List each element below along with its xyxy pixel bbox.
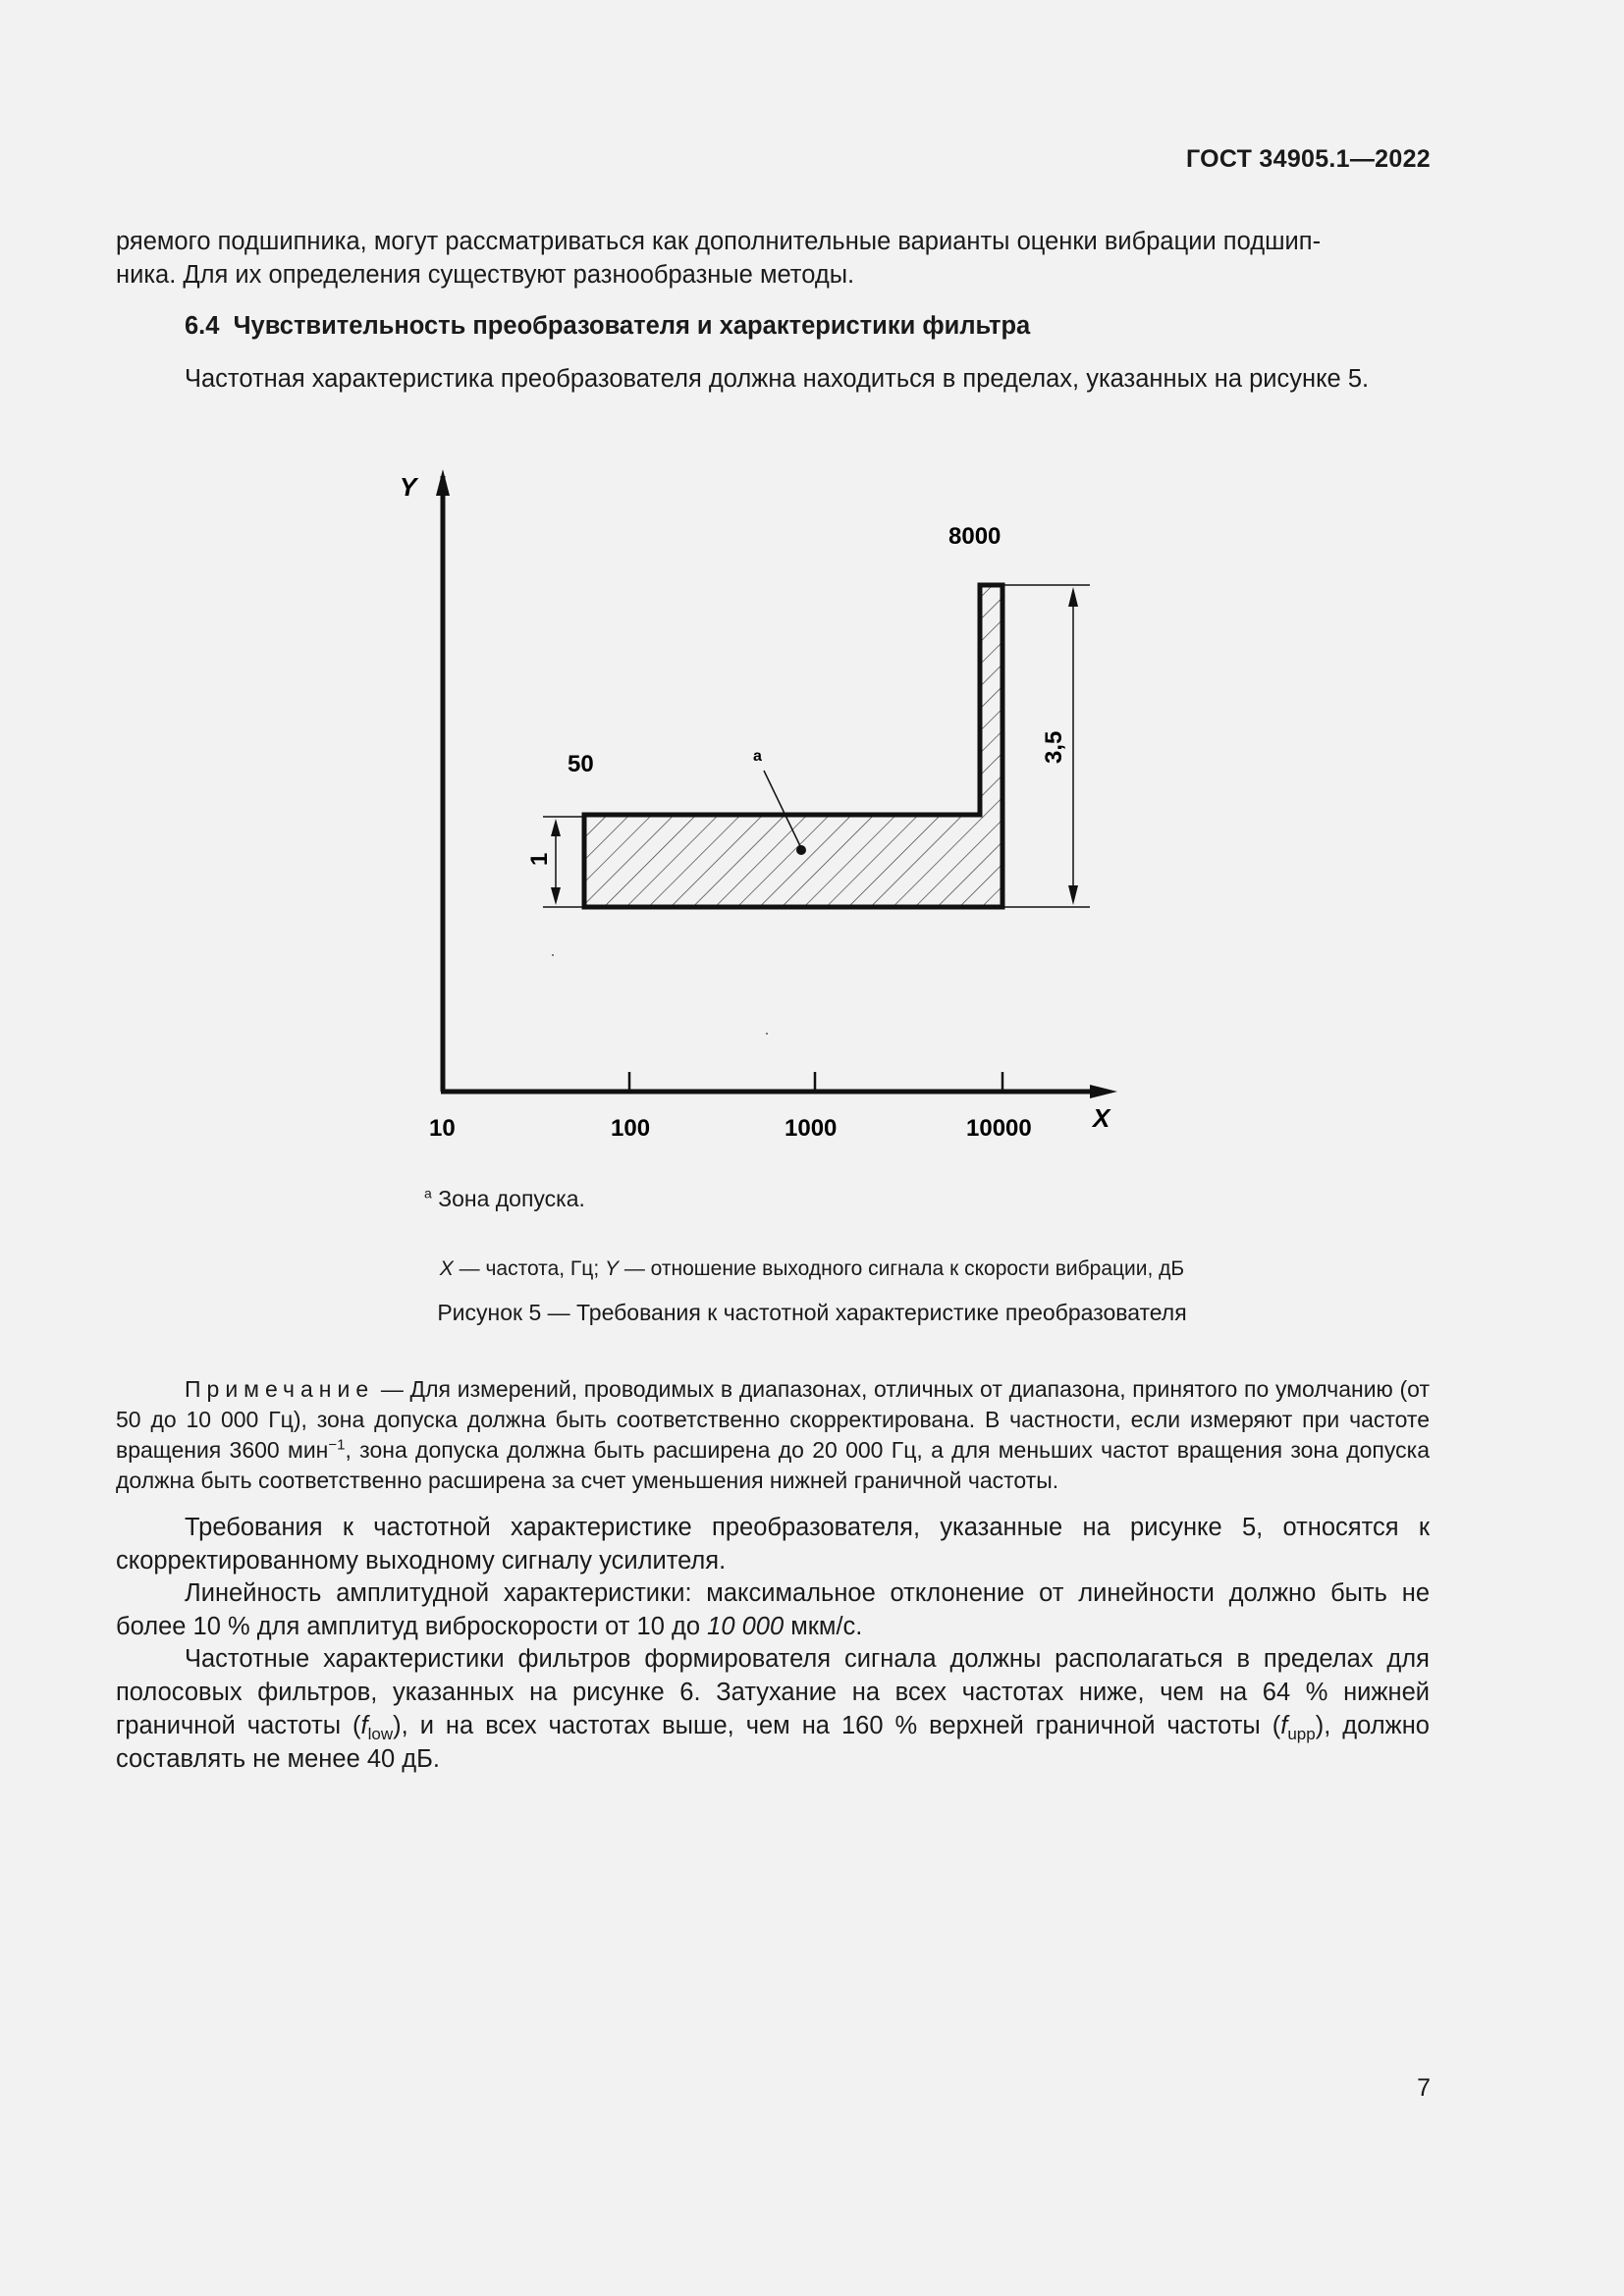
document-code: ГОСТ 34905.1—2022 [1185, 145, 1431, 173]
note-text-2: , зона допуска должна быть расширена до 20 000 Гц, а для меньших частот вращения зона допуска должна быть соответственно расширена за счет уменьшения нижней граничной частоты. [116, 1437, 1430, 1493]
axes-legend-y-symbol: Y [605, 1257, 620, 1280]
x-tick-label-1000: 1000 [785, 1115, 838, 1142]
note-text-1: — Для измерений, проводимых в диапазонах, отличных от диапазона, принятого по умолчанию (от 50 до 10 000 Гц), зона допуска должна быть соответственно скорректирована. В частности, если измеряют при частоте вращения 3600 мин [116, 1376, 1430, 1463]
tolerance-zone [584, 585, 1002, 907]
f-low-symbol: f [360, 1712, 368, 1739]
f-upp-subscript: upp [1287, 1725, 1316, 1744]
note-paragraph [116, 1374, 1430, 1496]
note-label: Примечание [185, 1376, 375, 1402]
zone-marker-a: a [753, 748, 762, 765]
filters-text-2: ), и на всех частотах выше, чем на 160 % верхней граничной частоты ( [393, 1712, 1281, 1739]
axes-legend [0, 1257, 1624, 1281]
axes-legend-x-symbol: X [439, 1257, 454, 1280]
note-superscript: −1 [328, 1436, 346, 1454]
freq-response-paragraph: Частотная характеристика преобразователя должна находиться в пределах, указанных на рисунке 5. [185, 365, 1370, 393]
filters-paragraph [116, 1642, 1430, 1776]
section-title: Чувствительность преобразователя и характеристики фильтра [233, 312, 1031, 340]
x-tick-label-100: 100 [611, 1115, 651, 1142]
x-axis [441, 1085, 1117, 1098]
linearity-text-2: мкм/с. [784, 1613, 863, 1640]
requirements-paragraph: Требования к частотной характеристике преобразователя, указанные на рисунке 5, относятся к скорректированному выходному сигналу усилителя. [116, 1514, 1430, 1575]
intro-line-2: ника. Для их определения существуют разнообразные методы. [116, 261, 855, 289]
label-50: 50 [568, 751, 594, 777]
label-8000: 8000 [948, 523, 1001, 550]
dimension-1-label: 1 [526, 852, 553, 866]
figure-caption: Рисунок 5 — Требования к частотной характеристике преобразователя [437, 1300, 1187, 1325]
legend-marker: a [424, 1185, 432, 1201]
speck [766, 1033, 768, 1035]
page-number: 7 [1417, 2074, 1431, 2102]
dimension-3-5-label: 3,5 [1041, 730, 1067, 764]
figure-legend [424, 1186, 585, 1212]
linearity-text-1: Линейность амплитудной характеристики: максимальное отклонение от линейности должно быть не более 10 % для амплитуд виброскорости от 10 до [116, 1579, 1430, 1640]
speck [552, 954, 554, 956]
x-tick-label-10: 10 [429, 1115, 456, 1142]
f-upp-symbol: f [1280, 1712, 1288, 1739]
filters-text-3: ), должно составлять не менее 40 дБ. [116, 1712, 1430, 1773]
filters-text-1: Частотные характеристики фильтров формирователя сигнала должны располагаться в пределах для полосовых фильтров, указанных на рисунке 6. Затухание на всех частотах ниже, чем на 64 % нижней граничной частоты ( [116, 1645, 1430, 1739]
x-tick-label-10000: 10000 [966, 1115, 1032, 1142]
axes-legend-y-text: — отношение выходного сигнала к скорости вибрации, дБ [619, 1257, 1185, 1280]
section-number: 6.4 [185, 312, 220, 340]
linearity-italic-value: 10 000 [707, 1613, 785, 1640]
legend-text: Зона допуска. [438, 1186, 585, 1211]
linearity-paragraph [116, 1576, 1430, 1643]
y-axis-label: Y [400, 472, 417, 502]
y-axis [436, 469, 450, 1092]
axes-legend-x-text: — частота, Гц; [453, 1257, 605, 1280]
intro-line-1: ряемого подшипника, могут рассматриваться как дополнительные варианты оценки вибрации подшип- [116, 228, 1322, 255]
x-axis-label: X [1093, 1103, 1110, 1133]
f-low-subscript: low [367, 1725, 394, 1744]
